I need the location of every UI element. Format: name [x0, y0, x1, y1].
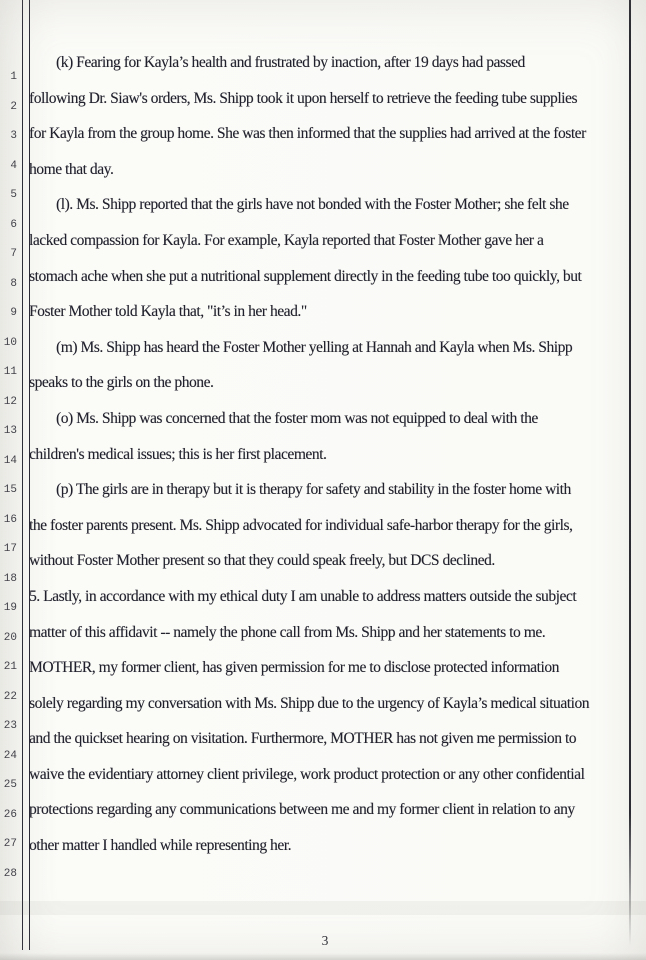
document-text-line: Foster Mother told Kayla that, "it’s in her head.": [29, 303, 307, 321]
document-text-line: children's medical issues; this is her first placement.: [29, 445, 327, 463]
line-number: 17: [3, 543, 17, 555]
document-text-line: (m) Ms. Shipp has heard the Foster Mother yelling at Hannah and Kayla when Ms. Shipp: [56, 338, 573, 356]
document-text-line: solely regarding my conversation with Ms. Shipp due to the urgency of Kayla’s medical situation: [29, 694, 590, 712]
line-number: 4: [10, 159, 17, 172]
pleading-line-number-column: [0, 63, 17, 889]
line-number: 12: [3, 395, 17, 408]
line-number: 24: [3, 749, 17, 762]
document-text-line: waive the evidentiary attorney client privilege, work product protection or any other confidential: [29, 765, 585, 783]
line-number: 15: [3, 484, 17, 496]
document-text-line: home that day.: [29, 160, 114, 178]
line-number: 10: [3, 336, 17, 349]
scan-bottom-edge: [0, 953, 646, 960]
document-text-line: 5. Lastly, in accordance with my ethical duty I am unable to address matters outside the subject: [29, 587, 577, 605]
line-number: 9: [10, 307, 17, 319]
document-text: [29, 45, 630, 864]
line-number: 25: [3, 779, 17, 791]
document-text-line: speaks to the girls on the phone.: [29, 374, 214, 392]
line-number: 23: [3, 720, 17, 732]
scan-shadow-band: [0, 901, 646, 915]
line-number: 19: [3, 602, 17, 614]
document-text-line: lacked compassion for Kayla. For example, Kayla reported that Foster Mother gave her a: [29, 231, 544, 249]
document-text-line: without Foster Mother present so that they could speak freely, but DCS declined.: [29, 552, 495, 570]
line-number: 2: [10, 100, 17, 113]
line-number: 22: [3, 690, 17, 703]
document-text-line: (k) Fearing for Kayla’s health and frustrated by inaction, after 19 days had passed: [56, 54, 525, 71]
line-number: 13: [3, 425, 17, 437]
document-text-line: (p) The girls are in therapy but it is therapy for safety and stability in the foster home with: [56, 481, 571, 499]
line-number: 7: [10, 248, 17, 260]
line-number: 16: [3, 513, 17, 526]
document-text-line: matter of this affidavit -- namely the phone call from Ms. Shipp and her statements to me.: [29, 623, 546, 641]
document-text-line: MOTHER, my former client, has given permission for me to disclose protected information: [29, 659, 559, 677]
document-text-line: (o) Ms. Shipp was concerned that the foster mom was not equipped to deal with the: [56, 409, 538, 427]
line-number: 3: [10, 130, 17, 142]
document-text-line: other matter I handled while representing her.: [29, 837, 292, 855]
document-text-line: for Kayla from the group home. She was then informed that the supplies had arrived at the foster: [29, 125, 586, 143]
document-text-line: protections regarding any communications between me and my former client in relation to any: [29, 801, 575, 819]
line-number: 5: [10, 189, 17, 201]
document-text-line: (l). Ms. Shipp reported that the girls have not bonded with the Foster Mother; she felt she: [56, 196, 569, 214]
line-number: 20: [3, 631, 17, 644]
line-number: 14: [3, 454, 17, 467]
line-number: 1: [10, 71, 17, 83]
document-text-line: following Dr. Siaw's orders, Ms. Shipp took it upon herself to retrieve the feeding tube supplies: [29, 89, 578, 107]
document-text-line: the foster parents present. Ms. Shipp advocated for individual safe-harbor therapy for the girls,: [29, 516, 573, 534]
line-number: 8: [10, 277, 17, 290]
line-number: 6: [10, 218, 17, 231]
document-text-line: stomach ache when she put a nutritional supplement directly in the feeding tube too quickly, but: [29, 267, 582, 285]
document-text-line: and the quickset hearing on visitation. Furthermore, MOTHER has not given me permission to: [29, 730, 577, 748]
page-number: 3: [321, 933, 329, 948]
line-number: 21: [3, 661, 17, 673]
line-number: 11: [3, 366, 17, 378]
line-number: 28: [3, 867, 17, 880]
line-number: 26: [3, 808, 17, 821]
line-number: 27: [3, 838, 17, 850]
line-number: 18: [3, 572, 17, 585]
